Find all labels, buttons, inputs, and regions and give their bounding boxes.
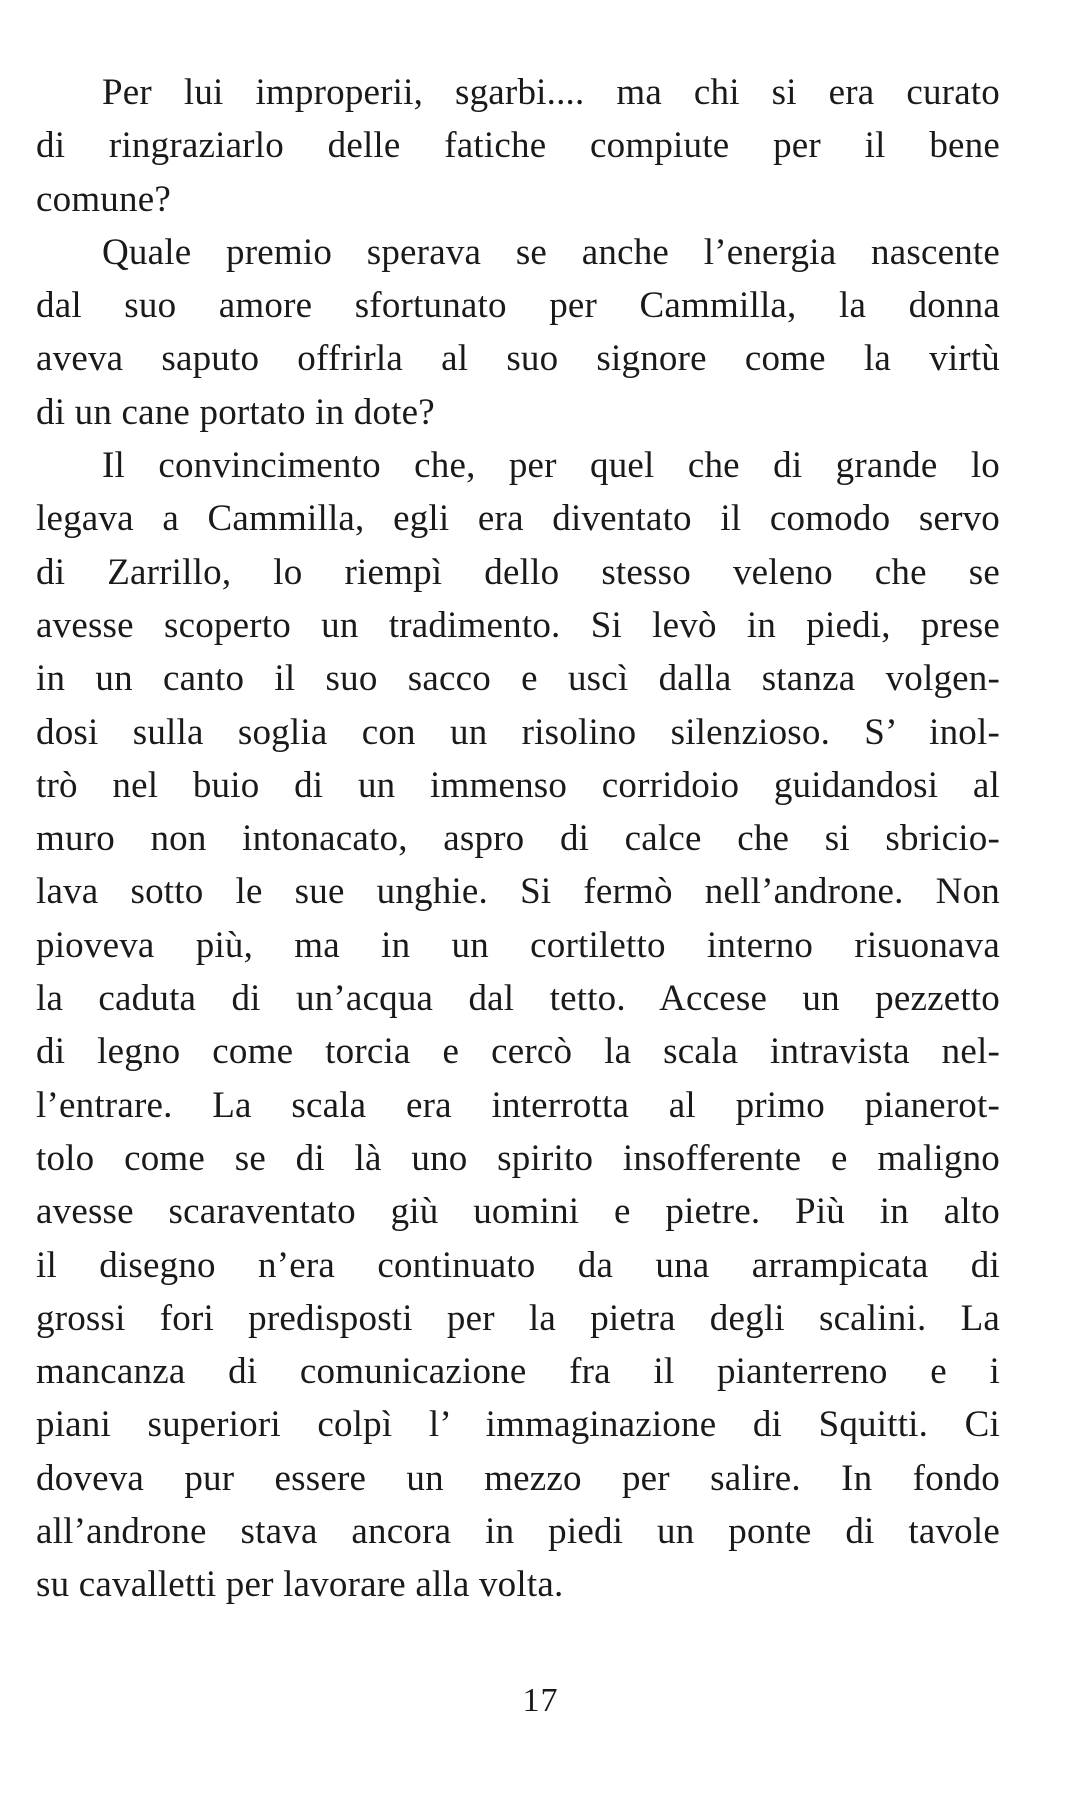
text-line: di un cane portato in dote? <box>36 391 435 433</box>
text-line: il disegno n’era continuato da una arrampicata di <box>36 1244 1000 1286</box>
text-line: Il convincimento che, per quel che di grande lo <box>102 445 1000 487</box>
text-line: avesse scaraventato giù uomini e pietre. Più in alto <box>36 1191 1000 1233</box>
text-line: all’androne stava ancora in piedi un ponte di tavole <box>36 1511 1000 1553</box>
paragraph-1 <box>36 66 1000 226</box>
text-line: comune? <box>36 178 171 220</box>
text-line: Per lui improperii, sgarbi.... ma chi si era curato <box>102 72 1000 113</box>
paragraph-3 <box>36 439 1000 1612</box>
text-line: mancanza di comunicazione fra il pianterreno e i <box>36 1351 1000 1393</box>
text-line: dosi sulla soglia con un risolino silenzioso. S’ inol- <box>36 711 1000 753</box>
body-text <box>36 66 1000 1612</box>
text-line: grossi fori predisposti per la pietra degli scalini. La <box>36 1297 1000 1339</box>
text-line: legava a Cammilla, egli era diventato il comodo servo <box>36 498 1000 540</box>
text-line: muro non intonacato, aspro di calce che si sbricio- <box>36 818 1000 860</box>
text-line: avesse scoperto un tradimento. Si levò in piedi, prese <box>36 604 1000 646</box>
text-line: in un canto il suo sacco e uscì dalla stanza volgen- <box>36 658 1000 700</box>
text-line: di ringraziarlo delle fatiche compiute per il bene <box>36 125 1000 167</box>
text-line: tolo come se di là uno spirito insofferente e maligno <box>36 1137 1000 1179</box>
text-line: Quale premio sperava se anche l’energia nascente <box>102 231 1000 273</box>
text-line: dal suo amore sfortunato per Cammilla, la donna <box>36 285 1000 327</box>
text-line: trò nel buio di un immenso corridoio guidandosi al <box>36 764 1000 806</box>
text-line: di Zarrillo, lo riempì dello stesso veleno che se <box>36 551 1000 593</box>
text-line: la caduta di un’acqua dal tetto. Accese un pezzetto <box>36 978 1000 1020</box>
text-line: piani superiori colpì l’ immaginazione di Squitti. Ci <box>36 1404 1000 1446</box>
text-line: su cavalletti per lavorare alla volta. <box>36 1564 564 1606</box>
text-line: l’entrare. La scala era interrotta al primo pianerot- <box>36 1084 1000 1126</box>
text-line: aveva saputo offrirla al suo signore come la virtù <box>36 338 1000 380</box>
page-number: 17 <box>522 1682 559 1719</box>
paragraph-2 <box>36 226 1000 439</box>
text-line: pioveva più, ma in un cortiletto interno risuonava <box>36 924 1000 966</box>
text-line: di legno come torcia e cercò la scala intravista nel- <box>36 1031 1000 1073</box>
text-line: lava sotto le sue unghie. Si fermò nell’androne. Non <box>36 871 1000 913</box>
text-line: doveva pur essere un mezzo per salire. In fondo <box>36 1457 1000 1499</box>
